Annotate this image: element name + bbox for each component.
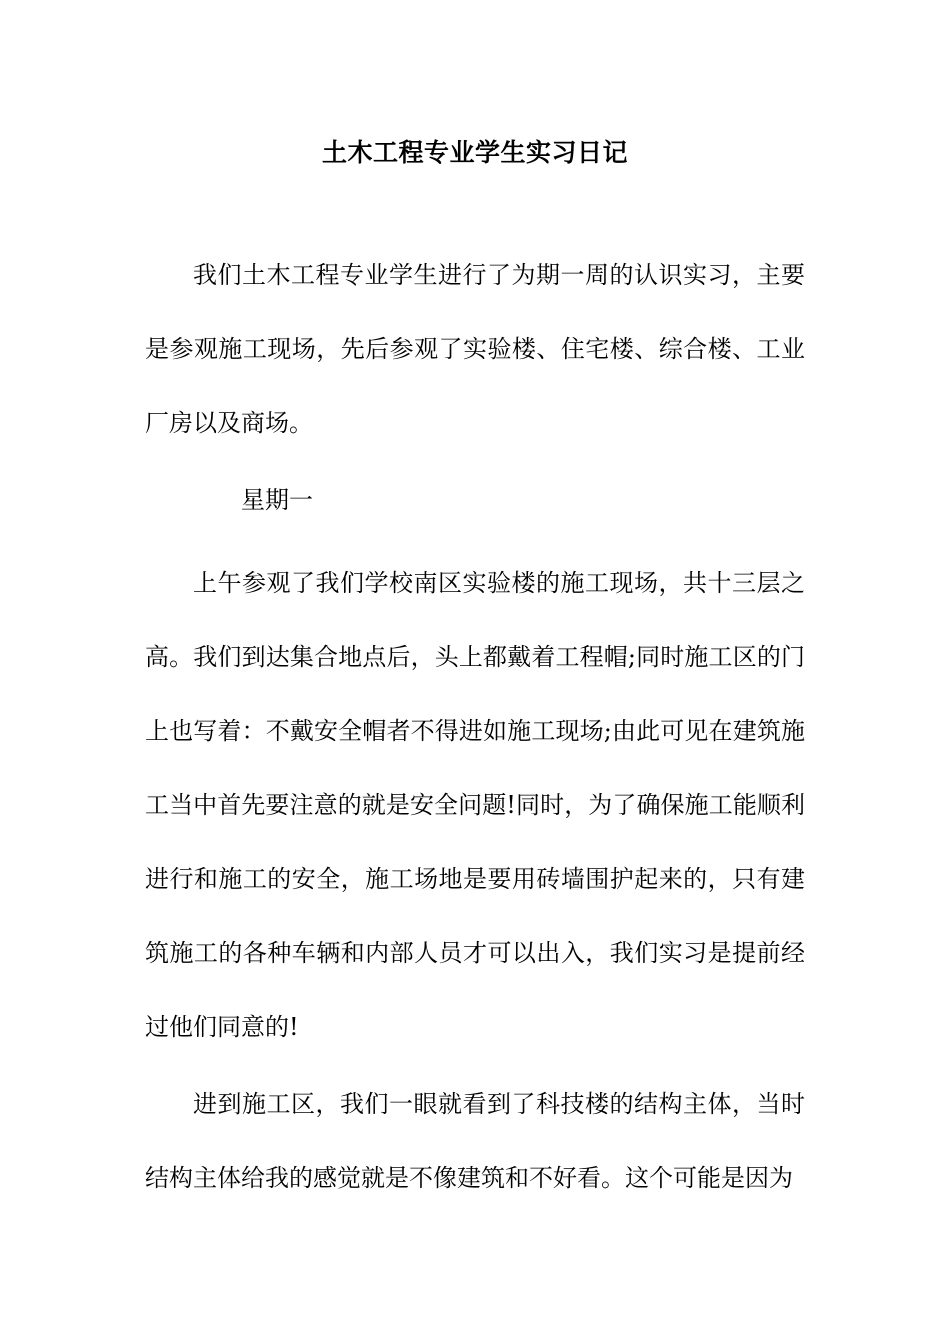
document-title: 土木工程专业学生实习日记 <box>321 138 628 167</box>
day-heading: 星期一 <box>241 486 313 514</box>
intro-paragraph: 我们土木工程专业学生进行了为期一周的认识实习，主要是参观施工现场，先后参观了实验楼、住宅楼、综合楼、工业厂房以及商场。 <box>145 261 805 437</box>
body-paragraph-2: 进到施工区，我们一眼就看到了科技楼的结构主体，当时结构主体给我的感觉就是不像建筑和不好看。这个可能是因为 <box>145 1090 805 1192</box>
body-paragraph-1: 上午参观了我们学校南区实验楼的施工现场，共十三层之高。我们到达集合地点后，头上都戴着工程帽;同时施工区的门上也写着：不戴安全帽者不得进如施工现场;由此可见在建筑施工当中首先要注意的就是安全问题!同时，为了确保施工能顺利进行和施工的安全，施工场地是要用砖墙围护起来的，只有建筑施工的各种车辆和内部人员才可以出入，我们实习是提前经过他们同意的! <box>145 569 805 1041</box>
